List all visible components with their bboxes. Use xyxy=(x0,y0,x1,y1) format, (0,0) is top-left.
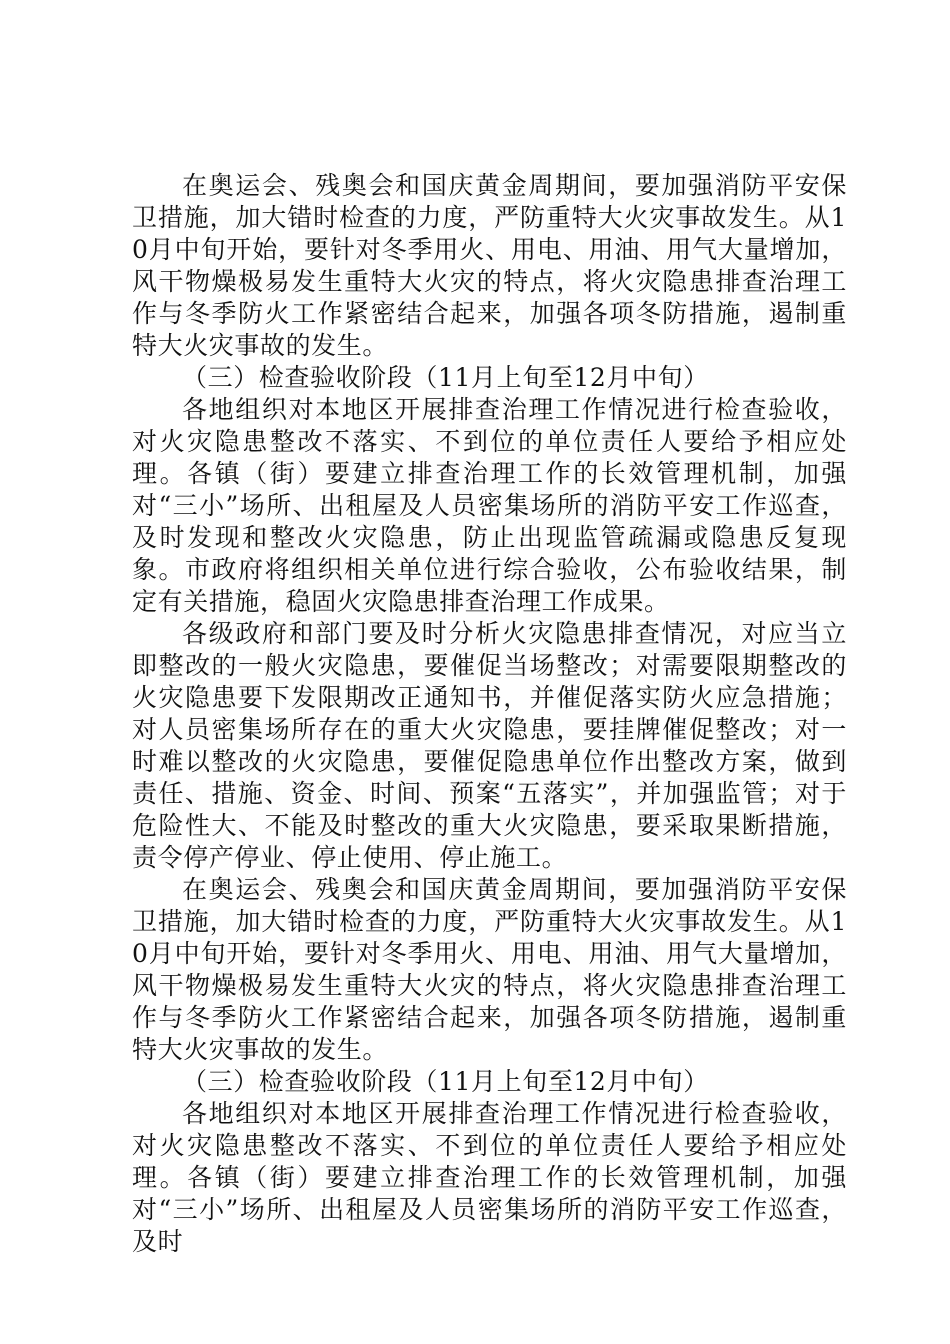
document-body xyxy=(132,170,847,1258)
paragraph-inspection-acceptance: 各地组织对本地区开展排查治理工作情况进行检查验收，对火灾隐患整改不落实、不到位的单位责任人要给予相应处理。各镇（街）要建立排查治理工作的长效管理机制，加强对“三小”场所、出租屋及人员密集场所的消防平安工作巡查，及时发现和整改火灾隐患，防止出现监管疏漏或隐患反复现象。市政府将组织相关单位进行综合验收，公布验收结果，制定有关措施，稳固火灾隐患排查治理工作成果。 xyxy=(132,395,847,616)
paragraph-government-rectification: 各级政府和部门要及时分析火灾隐患排查情况，对应当立即整改的一般火灾隐患，要催促当场整改；对需要限期整改的火灾隐患要下发限期改正通知书，并催促落实防火应急措施；对人员密集场所存在的重大火灾隐患，要挂牌催促整改；对一时难以整改的火灾隐患，要催促隐患单位作出整改方案，做到责任、措施、资金、时间、预案“五落实”，并加强监管；对于危险性大、不能及时整改的重大火灾隐患，要采取果断措施，责令停产停业、停止使用、停止施工。 xyxy=(132,619,847,872)
section-heading-inspection-stage-repeat: （三）检查验收阶段（11月上旬至12月中旬） xyxy=(182,1067,709,1096)
section-heading-inspection-stage: （三）检查验收阶段（11月上旬至12月中旬） xyxy=(182,363,709,392)
paragraph-olympics-safety-repeat: 在奥运会、残奥会和国庆黄金周期间，要加强消防平安保卫措施，加大错时检查的力度，严防重特大火灾事故发生。从10月中旬开始，要针对冬季用火、用电、用油、用气大量增加，风干物燥极易发生重特大火灾的特点，将火灾隐患排查治理工作与冬季防火工作紧密结合起来，加强各项冬防措施，遏制重特大火灾事故的发生。 xyxy=(132,875,847,1064)
paragraph-olympics-safety: 在奥运会、残奥会和国庆黄金周期间，要加强消防平安保卫措施，加大错时检查的力度，严防重特大火灾事故发生。从10月中旬开始，要针对冬季用火、用电、用油、用气大量增加，风干物燥极易发生重特大火灾的特点，将火灾隐患排查治理工作与冬季防火工作紧密结合起来，加强各项冬防措施，遏制重特大火灾事故的发生。 xyxy=(132,171,847,360)
paragraph-inspection-acceptance-repeat: 各地组织对本地区开展排查治理工作情况进行检查验收，对火灾隐患整改不落实、不到位的单位责任人要给予相应处理。各镇（街）要建立排查治理工作的长效管理机制，加强对“三小”场所、出租屋及人员密集场所的消防平安工作巡查，及时 xyxy=(132,1099,847,1256)
